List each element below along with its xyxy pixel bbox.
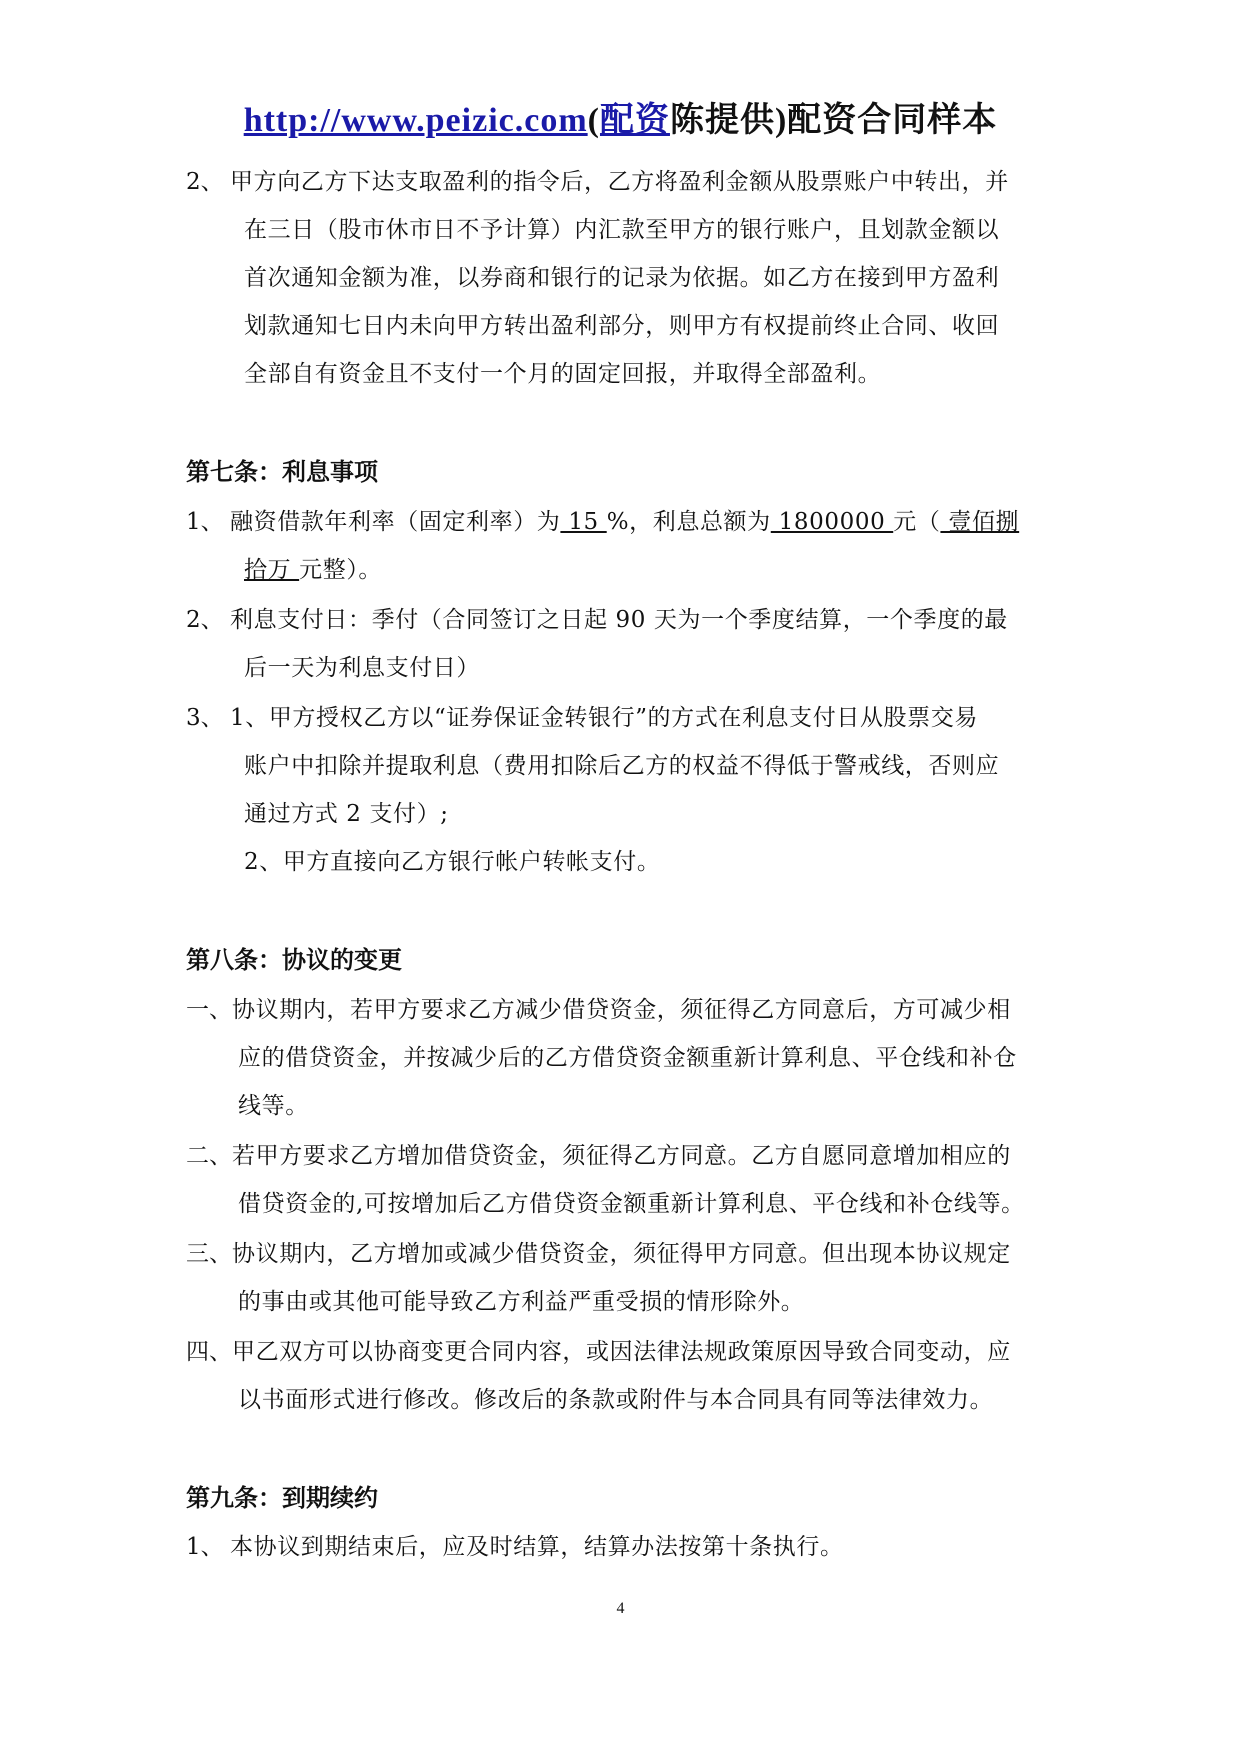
sec6-item2-line-4: 划款通知七日内未向甲方转出盈利部分，则甲方有权提前终止合同、收回	[244, 313, 1000, 339]
header-blue-word[interactable]: 配资	[599, 102, 670, 139]
sec6-item2-line-1: 甲方向乙方下达支取盈利的指令后，乙方将盈利金额从股票账户中转出，并	[230, 169, 1009, 195]
interest-rate-value: 15	[560, 509, 607, 535]
header-link[interactable]: http://www.peizic.com	[243, 102, 588, 139]
amount-in-words-part1: 壹佰捌	[940, 509, 1020, 535]
sec6-item2-line-3: 首次通知金额为准，以券商和银行的记录为依据。如乙方在接到甲方盈利	[244, 265, 1000, 291]
sec7-item1-text-c: 元（	[893, 509, 941, 535]
sec7-heading: 第七条：利息事项	[186, 458, 378, 486]
sec9-item1-line-1: 本协议到期结束后，应及时结算，结算办法按第十条执行。	[230, 1534, 844, 1560]
interest-amount-value: 1800000	[770, 509, 894, 535]
sec7-item3-line-2: 账户中扣除并提取利息（费用扣除后乙方的权益不得低于警戒线，否则应	[244, 753, 1000, 779]
page-header	[0, 92, 1241, 141]
sec7-item1-line-1	[230, 503, 1019, 536]
sec6-item2-line-2: 在三日（股市休市日不予计算）内汇款至甲方的银行账户，且划款金额以	[244, 217, 1000, 243]
sec8-item4-line-1: 甲乙双方可以协商变更合同内容，或因法律法规政策原因导致合同变动，应	[232, 1339, 1011, 1365]
sec8-item2-number: 二、	[186, 1143, 232, 1169]
sec8-item1-line-1: 协议期内，若甲方要求乙方减少借贷资金，须征得乙方同意后，方可减少相	[232, 997, 1011, 1023]
sec7-item3-line-4: 2、甲方直接向乙方银行帐户转帐支付。	[244, 849, 661, 875]
sec7-item1-line-2	[244, 551, 382, 584]
sec8-item4-line-2: 以书面形式进行修改。修改后的条款或附件与本合同具有同等法律效力。	[238, 1387, 994, 1413]
sec8-heading: 第八条：协议的变更	[186, 946, 402, 974]
sec7-item3-line-3: 通过方式 2 支付）;	[244, 801, 449, 827]
sec7-item3-line-1: 1、甲方授权乙方以“证券保证金转银行”的方式在利息支付日从股票交易	[230, 705, 978, 731]
sec7-item1-number: 1、	[186, 509, 224, 535]
sec6-item2-number: 2、	[186, 169, 224, 195]
sec7-item3-number: 3、	[186, 705, 224, 731]
header-paren: (	[587, 102, 600, 139]
sec7-item2-line-2: 后一天为利息支付日）	[244, 655, 480, 681]
sec8-item1-line-3: 线等。	[238, 1093, 309, 1119]
sec8-item2-line-2: 借贷资金的,可按增加后乙方借贷资金额重新计算利息、平仓线和补仓线等。	[238, 1191, 1025, 1217]
sec8-item1-line-2: 应的借贷资金，并按减少后的乙方借贷资金额重新计算利息、平仓线和补仓	[238, 1045, 1017, 1071]
sec8-item4-number: 四、	[186, 1339, 232, 1365]
sec9-item1-number: 1、	[186, 1534, 224, 1560]
page-number: 4	[616, 1600, 625, 1617]
sec8-item3-line-2: 的事由或其他可能导致乙方利益严重受损的情形除外。	[238, 1289, 805, 1315]
sec7-item1-text-a: 融资借款年利率（固定利率）为	[230, 509, 561, 535]
amount-in-words-part2: 拾万	[244, 557, 300, 583]
sec7-item1-text-b: %，利息总额为	[606, 509, 771, 535]
sec6-item2-line-5: 全部自有资金且不支付一个月的固定回报，并取得全部盈利。	[244, 361, 882, 387]
sec7-item2-line-1: 利息支付日：季付（合同签订之日起 90 天为一个季度结算，一个季度的最	[230, 607, 1008, 633]
header-title-rest: 陈提供)配资合同样本	[669, 102, 998, 139]
sec8-item3-line-1: 协议期内，乙方增加或减少借贷资金，须征得甲方同意。但出现本协议规定	[232, 1241, 1011, 1267]
sec7-item2-number: 2、	[186, 607, 224, 633]
sec7-item1-text-d: 元整）。	[299, 557, 383, 583]
sec8-item2-line-1: 若甲方要求乙方增加借贷资金，须征得乙方同意。乙方自愿同意增加相应的	[232, 1143, 1011, 1169]
sec9-heading: 第九条：到期续约	[186, 1484, 378, 1512]
sec8-item1-number: 一、	[186, 997, 232, 1023]
sec8-item3-number: 三、	[186, 1241, 232, 1267]
